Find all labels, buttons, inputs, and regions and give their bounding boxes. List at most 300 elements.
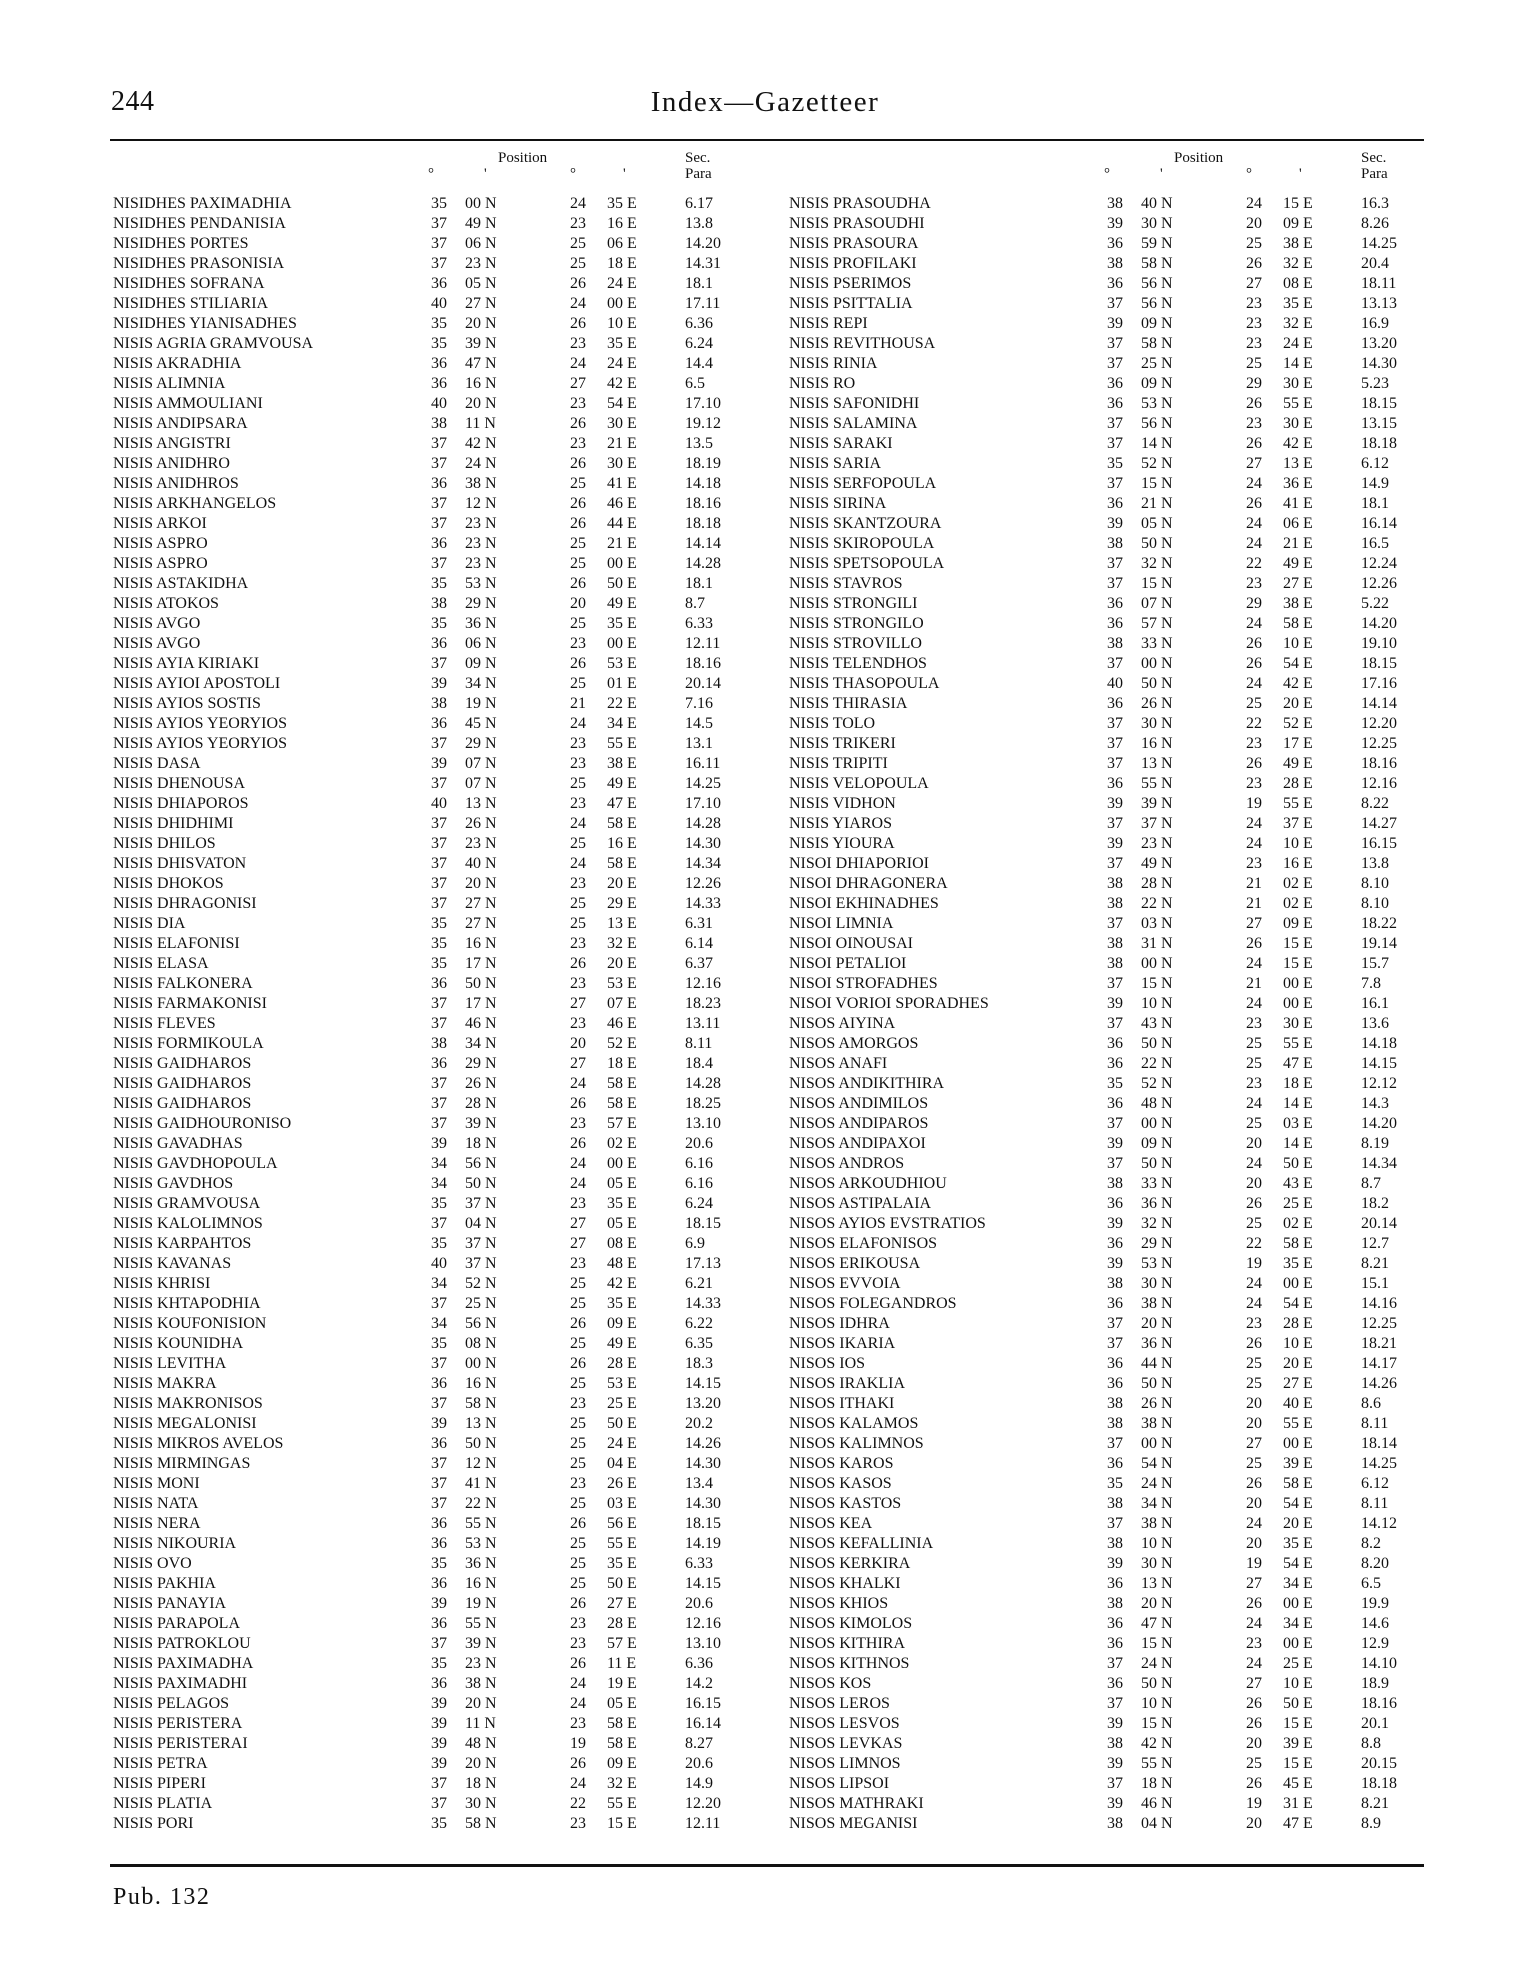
latitude-degrees: 37 [1107,1335,1123,1352]
section-paragraph: 8.6 [1361,1395,1381,1412]
latitude-degrees: 36 [1107,775,1123,792]
latitude-minutes: 16 N [465,1575,497,1592]
latitude-degrees: 37 [431,1495,447,1512]
place-name: NISIS STRONGILO [789,615,924,632]
longitude-degrees: 23 [1246,575,1262,592]
longitude-minutes: 04 E [607,1455,637,1472]
latitude-minutes: 58 N [1141,335,1173,352]
place-name: NISOS KHALKI [789,1575,901,1592]
section-paragraph: 14.5 [685,715,713,732]
longitude-degrees: 20 [1246,1395,1262,1412]
place-name: NISIS SARAKI [789,435,893,452]
longitude-minutes: 39 E [1283,1455,1313,1472]
latitude-degrees: 37 [1107,335,1123,352]
longitude-degrees: 25 [570,1435,586,1452]
section-paragraph: 6.36 [685,315,713,332]
longitude-degrees: 25 [570,1575,586,1592]
section-paragraph: 14.30 [685,1495,721,1512]
section-paragraph: 6.16 [685,1155,713,1172]
section-paragraph: 14.34 [1361,1155,1397,1172]
section-paragraph: 18.16 [1361,755,1397,772]
place-name: NISIS GAVDHOPOULA [113,1155,278,1172]
longitude-degrees: 19 [1246,1255,1262,1272]
longitude-degrees: 27 [570,375,586,392]
longitude-degrees: 24 [1246,955,1262,972]
longitude-degrees: 26 [570,1095,586,1112]
latitude-degrees: 39 [1107,1755,1123,1772]
section-paragraph: 8.10 [1361,895,1389,912]
latitude-degrees: 35 [1107,1075,1123,1092]
latitude-minutes: 20 N [465,395,497,412]
longitude-degrees: 23 [570,735,586,752]
latitude-degrees: 36 [1107,235,1123,252]
gazetteer-entry [786,754,1436,774]
latitude-degrees: 37 [1107,855,1123,872]
section-paragraph: 14.25 [1361,1455,1397,1472]
latitude-degrees: 40 [1107,675,1123,692]
latitude-minutes: 50 N [465,1435,497,1452]
longitude-minutes: 41 E [1283,495,1313,512]
latitude-degrees: 36 [1107,275,1123,292]
longitude-degrees: 20 [1246,1415,1262,1432]
gazetteer-entry [110,314,760,334]
latitude-degrees: 39 [1107,215,1123,232]
latitude-minutes: 47 N [465,355,497,372]
longitude-degrees: 24 [1246,1615,1262,1632]
latitude-degrees: 35 [431,1815,447,1832]
longitude-degrees: 23 [570,1615,586,1632]
longitude-minutes: 37 E [1283,815,1313,832]
gazetteer-entry [110,534,760,554]
longitude-degrees: 26 [570,1595,586,1612]
latitude-degrees: 37 [1107,555,1123,572]
latitude-minutes: 04 N [1141,1815,1173,1832]
gazetteer-entry [110,1754,760,1774]
latitude-degrees: 37 [431,735,447,752]
gazetteer-entry [110,1294,760,1314]
longitude-degrees: 25 [1246,1035,1262,1052]
longitude-minutes: 35 E [607,1195,637,1212]
lat-minute-header: ' [1160,166,1163,182]
section-paragraph: 18.1 [685,575,713,592]
place-name: NISIDHES PAXIMADHIA [113,195,292,212]
latitude-minutes: 00 N [465,1355,497,1372]
section-paragraph: 13.13 [1361,295,1397,312]
longitude-degrees: 25 [570,835,586,852]
latitude-degrees: 38 [1107,955,1123,972]
latitude-minutes: 50 N [1141,1035,1173,1052]
gazetteer-entry [786,1454,1436,1474]
place-name: NISIS OVO [113,1555,192,1572]
longitude-degrees: 22 [1246,555,1262,572]
place-name: NISIS VIDHON [789,795,896,812]
gazetteer-entry [110,374,760,394]
latitude-degrees: 37 [1107,355,1123,372]
section-paragraph: 17.11 [685,295,721,312]
longitude-degrees: 25 [570,615,586,632]
section-paragraph: 8.20 [1361,1555,1389,1572]
longitude-minutes: 00 E [1283,1595,1313,1612]
longitude-minutes: 18 E [607,255,637,272]
longitude-minutes: 02 E [1283,1215,1313,1232]
section-paragraph: 20.15 [1361,1755,1397,1772]
longitude-degrees: 24 [1246,815,1262,832]
longitude-degrees: 26 [570,1315,586,1332]
longitude-degrees: 26 [1246,495,1262,512]
section-paragraph: 18.25 [685,1095,721,1112]
place-name: NISIS DHRAGONISI [113,895,257,912]
place-name: NISOS KEA [789,1515,873,1532]
longitude-minutes: 15 E [1283,935,1313,952]
latitude-minutes: 30 N [465,1795,497,1812]
section-paragraph: 14.9 [1361,475,1389,492]
place-name: NISIDHES PORTES [113,235,249,252]
place-name: NISOS IDHRA [789,1315,890,1332]
longitude-degrees: 29 [1246,375,1262,392]
latitude-degrees: 37 [1107,575,1123,592]
section-paragraph: 5.22 [1361,595,1389,612]
gazetteer-entry [786,534,1436,554]
latitude-minutes: 58 N [465,1395,497,1412]
gazetteer-entry [110,1554,760,1574]
latitude-degrees: 36 [1107,1675,1123,1692]
latitude-minutes: 56 N [1141,415,1173,432]
section-paragraph: 18.16 [1361,1695,1397,1712]
gazetteer-entry [110,994,760,1014]
longitude-degrees: 24 [1246,615,1262,632]
latitude-minutes: 00 N [1141,1435,1173,1452]
section-paragraph: 14.18 [685,475,721,492]
longitude-minutes: 30 E [1283,375,1313,392]
latitude-minutes: 50 N [465,975,497,992]
place-name: NISOS ARKOUDHIOU [789,1175,947,1192]
place-name: NISIS PATROKLOU [113,1635,251,1652]
latitude-degrees: 38 [431,415,447,432]
latitude-minutes: 53 N [465,1535,497,1552]
latitude-minutes: 23 N [465,515,497,532]
latitude-minutes: 56 N [1141,275,1173,292]
latitude-minutes: 29 N [465,735,497,752]
gazetteer-entry [110,1254,760,1274]
latitude-minutes: 16 N [465,935,497,952]
section-paragraph: 12.9 [1361,1635,1389,1652]
longitude-minutes: 54 E [1283,1555,1313,1572]
longitude-minutes: 50 E [607,1575,637,1592]
section-paragraph: 18.16 [685,655,721,672]
longitude-minutes: 38 E [1283,235,1313,252]
latitude-minutes: 09 N [1141,375,1173,392]
longitude-degrees: 24 [570,1175,586,1192]
place-name: NISIS STROVILLO [789,635,922,652]
gazetteer-entry [110,1074,760,1094]
latitude-minutes: 20 N [1141,1315,1173,1332]
gazetteer-entry [110,1094,760,1114]
latitude-degrees: 35 [431,1235,447,1252]
longitude-minutes: 26 E [607,1475,637,1492]
place-name: NISIS MONI [113,1475,200,1492]
latitude-degrees: 38 [1107,1175,1123,1192]
latitude-degrees: 36 [431,1675,447,1692]
gazetteer-entry [786,1754,1436,1774]
latitude-degrees: 36 [1107,395,1123,412]
longitude-minutes: 41 E [607,475,637,492]
gazetteer-entry [786,694,1436,714]
latitude-degrees: 35 [1107,455,1123,472]
gazetteer-entry [110,1194,760,1214]
latitude-minutes: 21 N [1141,495,1173,512]
gazetteer-entry [786,1214,1436,1234]
longitude-degrees: 24 [1246,1655,1262,1672]
latitude-degrees: 38 [1107,1735,1123,1752]
latitude-degrees: 36 [431,275,447,292]
gazetteer-entry [110,494,760,514]
section-paragraph: 13.10 [685,1635,721,1652]
longitude-degrees: 23 [1246,315,1262,332]
section-paragraph: 6.12 [1361,455,1389,472]
place-name: NISIS ANGISTRI [113,435,231,452]
longitude-degrees: 25 [570,535,586,552]
gazetteer-entry [786,1314,1436,1334]
gazetteer-entry [110,1794,760,1814]
section-paragraph: 16.3 [1361,195,1389,212]
longitude-minutes: 00 E [607,635,637,652]
gazetteer-entry [110,274,760,294]
latitude-degrees: 35 [431,615,447,632]
latitude-degrees: 37 [1107,975,1123,992]
place-name: NISIS ALIMNIA [113,375,226,392]
gazetteer-entry [110,1114,760,1134]
longitude-degrees: 24 [570,815,586,832]
longitude-minutes: 58 E [607,1095,637,1112]
latitude-minutes: 09 N [465,655,497,672]
latitude-degrees: 37 [1107,435,1123,452]
place-name: NISIS KALOLIMNOS [113,1215,263,1232]
gazetteer-entry [110,1634,760,1654]
longitude-degrees: 23 [1246,295,1262,312]
latitude-minutes: 58 N [1141,255,1173,272]
longitude-minutes: 27 E [1283,1375,1313,1392]
longitude-minutes: 57 E [607,1635,637,1652]
longitude-minutes: 00 E [607,555,637,572]
section-paragraph: 14.31 [685,255,721,272]
section-paragraph: 18.18 [1361,1775,1397,1792]
section-paragraph: 14.28 [685,555,721,572]
longitude-minutes: 09 E [1283,915,1313,932]
latitude-minutes: 20 N [465,875,497,892]
place-name: NISIS TRIPITI [789,755,888,772]
latitude-minutes: 14 N [1141,435,1173,452]
longitude-degrees: 24 [1246,535,1262,552]
longitude-minutes: 55 E [1283,795,1313,812]
section-paragraph: 14.2 [685,1675,713,1692]
longitude-minutes: 53 E [607,655,637,672]
latitude-degrees: 38 [431,695,447,712]
longitude-minutes: 06 E [607,235,637,252]
longitude-minutes: 28 E [1283,1315,1313,1332]
latitude-minutes: 09 N [1141,315,1173,332]
gazetteer-entry [786,1374,1436,1394]
longitude-degrees: 23 [1246,1075,1262,1092]
place-name: NISIS AYIOS SOSTIS [113,695,261,712]
place-name: NISOS MEGANISI [789,1815,918,1832]
latitude-degrees: 39 [1107,795,1123,812]
place-name: NISIS PSITTALIA [789,295,913,312]
longitude-minutes: 15 E [1283,955,1313,972]
section-paragraph: 12.16 [1361,775,1397,792]
place-name: NISIS THIRASIA [789,695,908,712]
latitude-minutes: 36 N [1141,1335,1173,1352]
longitude-degrees: 26 [570,315,586,332]
sec-header: Sec. [1361,150,1387,166]
latitude-minutes: 38 N [1141,1415,1173,1432]
section-paragraph: 6.16 [685,1175,713,1192]
longitude-degrees: 25 [1246,1375,1262,1392]
longitude-degrees: 26 [1246,435,1262,452]
longitude-degrees: 25 [1246,695,1262,712]
latitude-degrees: 36 [431,1515,447,1532]
longitude-degrees: 25 [1246,1355,1262,1372]
longitude-minutes: 30 E [1283,1015,1313,1032]
longitude-degrees: 25 [570,1415,586,1432]
longitude-degrees: 26 [1246,935,1262,952]
latitude-minutes: 58 N [465,1815,497,1832]
section-paragraph: 17.16 [1361,675,1397,692]
longitude-minutes: 58 E [607,1715,637,1732]
latitude-minutes: 27 N [465,295,497,312]
latitude-minutes: 16 N [1141,735,1173,752]
section-paragraph: 14.30 [1361,355,1397,372]
latitude-degrees: 36 [431,1435,447,1452]
gazetteer-entry [110,1394,760,1414]
page-number: 244 [111,86,155,117]
place-name: NISIS ARKHANGELOS [113,495,277,512]
longitude-degrees: 23 [570,335,586,352]
longitude-degrees: 25 [570,555,586,572]
latitude-degrees: 37 [431,455,447,472]
section-paragraph: 12.12 [1361,1075,1397,1092]
latitude-minutes: 30 N [1141,1555,1173,1572]
gazetteer-entry [786,1814,1436,1834]
gazetteer-entry [110,874,760,894]
place-name: NISIS KAVANAS [113,1255,232,1272]
longitude-degrees: 26 [1246,655,1262,672]
latitude-minutes: 53 N [465,575,497,592]
latitude-degrees: 36 [1107,375,1123,392]
latitude-degrees: 37 [431,435,447,452]
section-paragraph: 14.28 [685,815,721,832]
section-paragraph: 14.15 [685,1375,721,1392]
longitude-minutes: 57 E [607,1115,637,1132]
lat-minute-header: ' [484,166,487,182]
place-name: NISOS KAROS [789,1455,894,1472]
latitude-minutes: 44 N [1141,1355,1173,1372]
place-name: NISIS AGRIA GRAMVOUSA [113,335,314,352]
longitude-degrees: 24 [1246,195,1262,212]
gazetteer-entry [786,1094,1436,1114]
place-name: NISIS SARIA [789,455,882,472]
section-paragraph: 20.1 [1361,1715,1389,1732]
latitude-minutes: 40 N [1141,195,1173,212]
gazetteer-entry [786,1174,1436,1194]
section-paragraph: 12.16 [685,975,721,992]
gazetteer-entry [786,574,1436,594]
place-name: NISIS TELENDHOS [789,655,927,672]
place-name: NISIS GRAMVOUSA [113,1195,261,1212]
longitude-degrees: 24 [570,1075,586,1092]
section-paragraph: 12.16 [685,1615,721,1632]
latitude-degrees: 37 [431,1475,447,1492]
latitude-degrees: 36 [431,535,447,552]
longitude-minutes: 42 E [607,1275,637,1292]
latitude-degrees: 39 [1107,995,1123,1012]
section-paragraph: 18.3 [685,1355,713,1372]
longitude-degrees: 23 [570,1715,586,1732]
latitude-minutes: 53 N [1141,395,1173,412]
section-paragraph: 19.14 [1361,935,1397,952]
longitude-degrees: 21 [1246,895,1262,912]
longitude-minutes: 02 E [607,1135,637,1152]
place-name: NISOI STROFADHES [789,975,938,992]
place-name: NISIS KHTAPODHIA [113,1295,261,1312]
place-name: NISIS PERISTERAI [113,1735,248,1752]
place-name: NISIS ASPRO [113,555,208,572]
longitude-minutes: 50 E [607,1415,637,1432]
section-paragraph: 14.25 [1361,235,1397,252]
section-paragraph: 18.9 [1361,1675,1389,1692]
gazetteer-entry [786,1394,1436,1414]
place-name: NISIS KOUNIDHA [113,1335,244,1352]
gazetteer-entry [786,234,1436,254]
longitude-minutes: 49 E [607,775,637,792]
place-name: NISIS TOLO [789,715,876,732]
longitude-minutes: 27 E [1283,575,1313,592]
longitude-degrees: 26 [570,495,586,512]
place-name: NISOS IOS [789,1355,866,1372]
place-name: NISIS DHOKOS [113,875,224,892]
latitude-minutes: 32 N [1141,555,1173,572]
longitude-degrees: 27 [570,995,586,1012]
latitude-minutes: 38 N [1141,1295,1173,1312]
longitude-degrees: 24 [570,195,586,212]
longitude-degrees: 25 [570,475,586,492]
longitude-minutes: 47 E [607,795,637,812]
latitude-minutes: 13 N [465,1415,497,1432]
section-paragraph: 14.28 [685,1075,721,1092]
latitude-degrees: 37 [431,1795,447,1812]
latitude-minutes: 06 N [465,235,497,252]
gazetteer-entry [110,414,760,434]
longitude-degrees: 23 [570,1395,586,1412]
latitude-minutes: 28 N [1141,875,1173,892]
longitude-degrees: 24 [1246,1095,1262,1112]
latitude-minutes: 50 N [465,1175,497,1192]
section-paragraph: 8.22 [1361,795,1389,812]
section-paragraph: 12.24 [1361,555,1397,572]
longitude-degrees: 26 [1246,755,1262,772]
section-paragraph: 18.21 [1361,1335,1397,1352]
latitude-degrees: 37 [431,1215,447,1232]
longitude-degrees: 23 [570,1195,586,1212]
latitude-minutes: 48 N [1141,1095,1173,1112]
latitude-degrees: 37 [431,215,447,232]
longitude-degrees: 24 [1246,1295,1262,1312]
gazetteer-entry [110,1034,760,1054]
lon-degree-header: ° [570,166,576,182]
latitude-degrees: 35 [431,315,447,332]
gazetteer-entry [110,1014,760,1034]
place-name: NISIS GAIDHAROS [113,1055,252,1072]
latitude-minutes: 28 N [465,1095,497,1112]
